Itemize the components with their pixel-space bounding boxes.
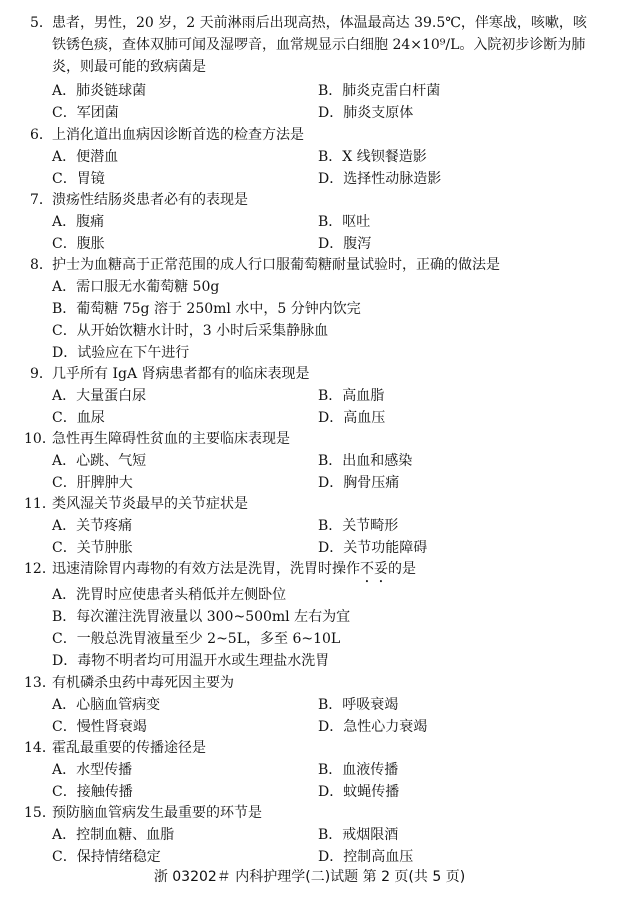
question-number: 8． (30, 257, 53, 273)
option-a: A．腹痛 (52, 214, 105, 230)
option-d: D．控制高血压 (318, 849, 414, 865)
option-c: C．腹胀 (52, 236, 105, 252)
option-b: B．高血脂 (318, 388, 385, 404)
option-a: A．洗胃时应使患者头稍低并左侧卧位 (52, 587, 287, 603)
question-number: 15． (24, 805, 56, 821)
question-stem-line: 患者，男性，20 岁，2 天前淋雨后出现高热，体温最高达 39.5℃，伴寒战，咳嗽，咳 (52, 15, 587, 31)
option-a: A．关节疼痛 (52, 518, 133, 534)
option-c: C．保持情绪稳定 (52, 849, 161, 865)
question-stem-line: 铁锈色痰，查体双肺可闻及湿啰音，血常规显示白细胞 24×10⁹/L。入院初步诊断为肺 (52, 37, 586, 53)
emphasis-char: 不 (360, 561, 374, 577)
option-b: B．葡萄糖 75g 溶于 250ml 水中，5 分钟内饮完 (52, 301, 361, 317)
option-a: A．需口服无水葡萄糖 50g (52, 279, 220, 295)
option-a: A．大量蛋白尿 (52, 388, 147, 404)
option-a: A．肺炎链球菌 (52, 83, 147, 99)
option-c: C．从开始饮糖水计时，3 小时后采集静脉血 (52, 323, 329, 339)
option-d: D．毒物不明者均可用温开水或生理盐水洗胃 (52, 653, 330, 669)
option-d: D．选择性动脉造影 (318, 171, 442, 187)
question-number: 7． (30, 192, 53, 208)
question-stem-line: 几乎所有 IgA 肾病患者都有的临床表现是 (52, 366, 310, 382)
question-number: 11． (24, 496, 56, 512)
option-c: C．肝脾肿大 (52, 475, 133, 491)
question-number: 6． (30, 127, 53, 143)
question-stem-line: 迅速清除胃内毒物的有效方法是洗胃，洗胃时操作 (52, 561, 360, 577)
question-stem-line: 预防脑血管病发生最重要的环节是 (52, 805, 262, 821)
option-b: B．呼吸衰竭 (318, 697, 399, 713)
option-d: D．胸骨压痛 (318, 475, 400, 491)
option-b: B．肺炎克雷白杆菌 (318, 83, 441, 99)
option-c: C．胃镜 (52, 171, 105, 187)
emphasis-char: 妥 (374, 561, 388, 577)
option-d: D．肺炎支原体 (318, 105, 414, 121)
option-b: B．关节畸形 (318, 518, 399, 534)
question-number: 5． (30, 15, 53, 31)
question-stem-line: 的是 (388, 561, 416, 577)
question-stem-line: 急性再生障碍性贫血的主要临床表现是 (52, 431, 290, 447)
option-c: C．一般总洗胃液量至少 2~5L，多至 6~10L (52, 631, 341, 647)
option-b: B．呕吐 (318, 214, 371, 230)
option-a: A．心跳、气短 (52, 453, 147, 469)
question-stem-line: 霍乱最重要的传播途径是 (52, 740, 206, 756)
question-number: 13． (24, 675, 56, 691)
option-a: A．水型传播 (52, 762, 133, 778)
option-b: B．血液传播 (318, 762, 399, 778)
question-stem-line: 有机磷杀虫药中毒死因主要为 (52, 675, 234, 691)
option-c: C．血尿 (52, 410, 105, 426)
question-number: 9． (30, 366, 53, 382)
option-b: B．戒烟限酒 (318, 827, 399, 843)
option-c: C．关节肿胀 (52, 540, 133, 556)
option-a: A．心脑血管病变 (52, 697, 161, 713)
option-d: D．蚊蝇传播 (318, 784, 400, 800)
option-a: A．控制血糖、血脂 (52, 827, 175, 843)
question-number: 12． (24, 561, 56, 577)
option-d: D．急性心力衰竭 (318, 719, 428, 735)
option-b: B．每次灌注洗胃液量以 300~500ml 左右为宜 (52, 609, 351, 625)
option-c: C．慢性肾衰竭 (52, 719, 147, 735)
question-stem-line: 类风湿关节炎最早的关节症状是 (52, 496, 248, 512)
question-number: 10． (24, 431, 56, 447)
option-a: A．便潜血 (52, 149, 119, 165)
option-d: D．高血压 (318, 410, 386, 426)
question-stem-line: 护士为血糖高于正常范围的成人行口服葡萄糖耐量试验时，正确的做法是 (52, 257, 500, 273)
question-stem-line: 上消化道出血病因诊断首选的检查方法是 (52, 127, 304, 143)
option-d: D．试验应在下午进行 (52, 345, 190, 361)
question-stem-line: 炎，则最可能的致病菌是 (52, 59, 206, 75)
page-footer: 浙 03202＃ 内科护理学(二)试题 第 2 页(共 5 页) (153, 869, 466, 885)
question-number: 14． (24, 740, 56, 756)
option-d: D．关节功能障碍 (318, 540, 428, 556)
option-c: C．接触传播 (52, 784, 133, 800)
option-b: B．出血和感染 (318, 453, 413, 469)
option-b: B．X 线钡餐造影 (318, 149, 427, 165)
option-d: D．腹泻 (318, 236, 372, 252)
option-c: C．军团菌 (52, 105, 119, 121)
question-stem-line: 溃疡性结肠炎患者必有的表现是 (52, 192, 248, 208)
